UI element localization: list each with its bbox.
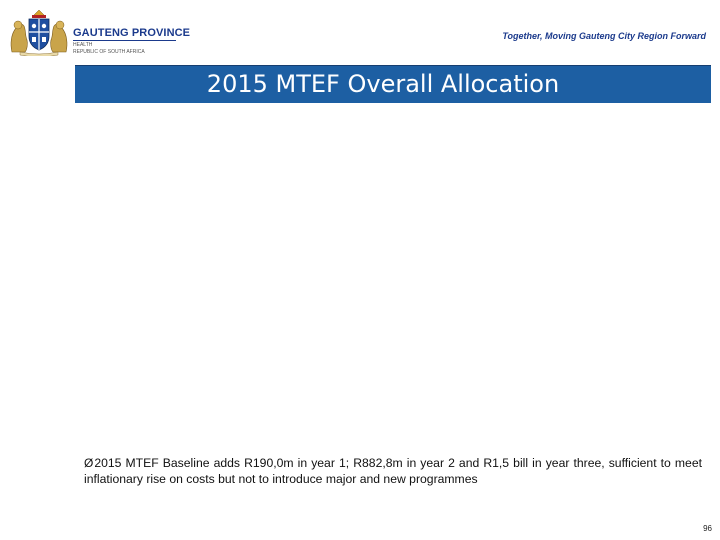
country-name: REPUBLIC OF SOUTH AFRICA: [73, 49, 145, 55]
bullet-text: 2015 MTEF Baseline adds R190,0m in year 1; R882,8m in year 2 and R1,5 bill in year three, sufficient to meet inflationary rise on costs but not to introduce major and new programmes: [84, 456, 702, 486]
slide-header: [0, 0, 720, 62]
page-number: 96: [703, 524, 712, 533]
coat-of-arms-icon: [8, 6, 70, 56]
bullet-point: [84, 455, 702, 487]
department-name: HEALTH: [73, 42, 93, 48]
bullet-arrow-icon: Ø: [84, 456, 94, 470]
tagline: Together, Moving Gauteng City Region Forward: [502, 31, 706, 41]
organization-underline: [73, 40, 176, 41]
title-bar: [75, 65, 711, 103]
organization-block: [73, 27, 190, 56]
organization-name: GAUTENG PROVINCE: [73, 27, 191, 39]
slide-title: 2015 MTEF Overall Allocation: [206, 70, 560, 98]
slide-content-area: [75, 110, 711, 440]
